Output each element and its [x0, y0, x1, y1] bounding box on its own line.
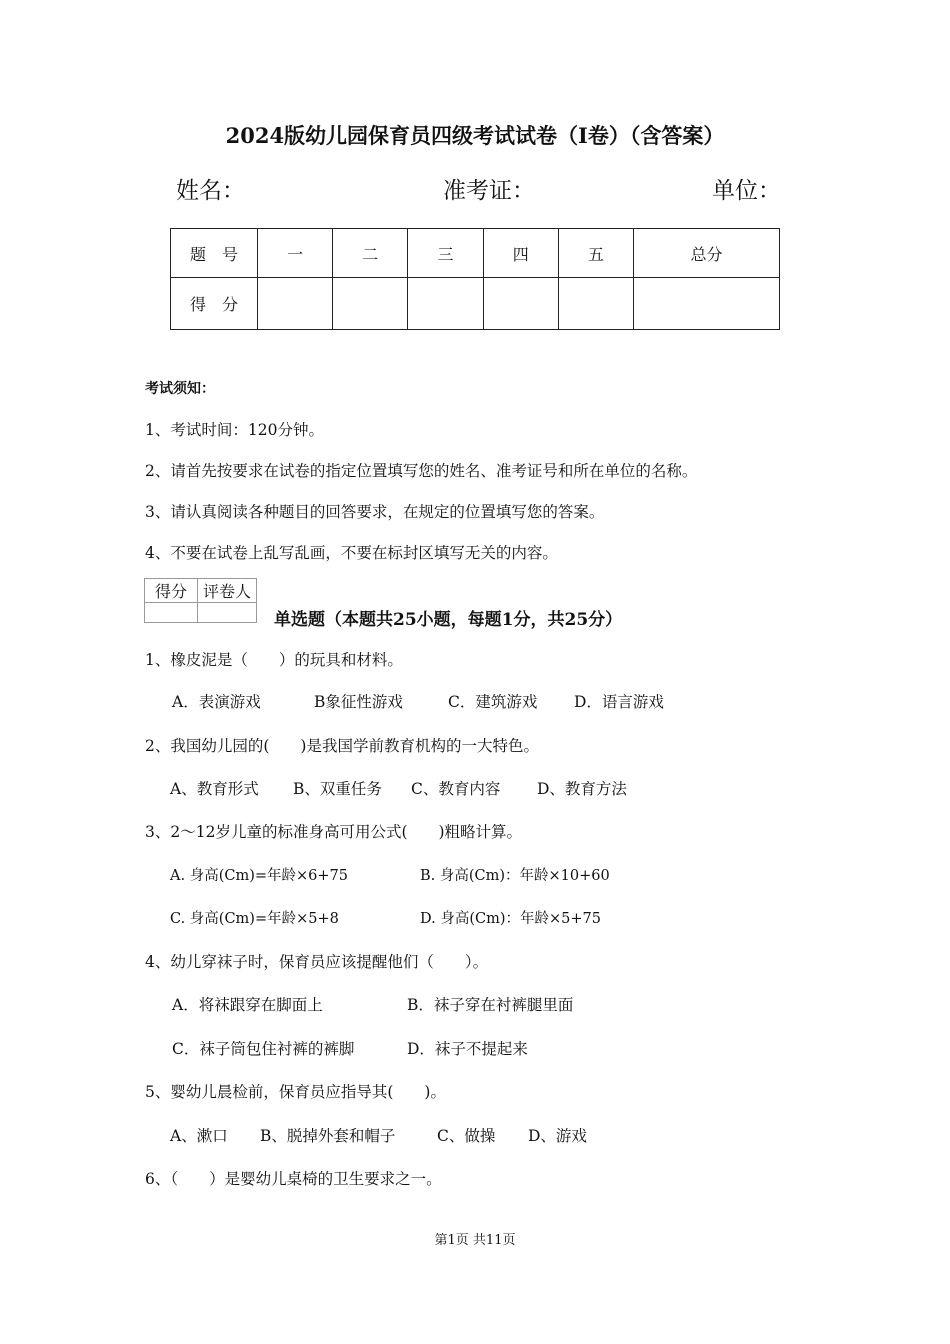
score-cell[interactable] — [634, 278, 780, 330]
question-option: D．语言游戏 — [574, 693, 664, 711]
score-table-score-row — [171, 278, 780, 330]
score-table — [170, 228, 780, 330]
question-option: C．建筑游戏 — [448, 693, 538, 711]
question-option: B、双重任务 — [293, 780, 382, 798]
notice-item: 1、考试时间：120分钟。 — [145, 421, 324, 439]
question-option: A、教育形式 — [170, 780, 259, 798]
question-stem: 2、我国幼儿园的( )是我国学前教育机构的一大特色。 — [145, 737, 539, 755]
score-row-label: 得 分 — [171, 278, 258, 330]
question-option: B、脱掉外套和帽子 — [260, 1127, 396, 1145]
score-header-cell: 二 — [333, 229, 408, 278]
question-stem: 5、婴幼儿晨检前，保育员应指导其( )。 — [145, 1083, 446, 1101]
score-cell[interactable] — [258, 278, 333, 330]
question-option: A、漱口 — [170, 1127, 228, 1145]
notice-heading: 考试须知： — [145, 381, 215, 397]
question-stem: 1、橡皮泥是（ ）的玩具和材料。 — [145, 651, 403, 669]
exam-id-field-label: 准考证： — [443, 178, 535, 204]
score-cell[interactable] — [558, 278, 633, 330]
question-option: D. 身高(Cm)：年龄×5+75 — [420, 911, 601, 927]
score-header-cell: 题 号 — [171, 229, 258, 278]
question-option: C. 身高(Cm)=年龄×5+8 — [170, 911, 339, 927]
question-option: C、教育内容 — [411, 780, 501, 798]
question-option: A. 身高(Cm)=年龄×6+75 — [170, 868, 348, 884]
score-cell[interactable] — [483, 278, 558, 330]
score-header-cell: 总分 — [634, 229, 780, 278]
question-option: B象征性游戏 — [314, 693, 403, 711]
exam-title: 2024版幼儿园保育员四级考试试卷（I卷）（含答案） — [225, 123, 725, 148]
question-stem: 6、（ ）是婴幼儿桌椅的卫生要求之一。 — [145, 1170, 442, 1188]
notice-item: 4、不要在试卷上乱写乱画，不要在标封区填写无关的内容。 — [145, 544, 558, 562]
score-header-cell: 三 — [408, 229, 483, 278]
grader-score-label: 得分 — [145, 579, 198, 603]
question-option: A．将袜跟穿在脚面上 — [172, 996, 323, 1014]
unit-field-label: 单位： — [712, 178, 781, 204]
score-cell[interactable] — [333, 278, 408, 330]
question-option: C、做操 — [437, 1127, 496, 1145]
notice-item: 2、请首先按要求在试卷的指定位置填写您的姓名、准考证号和所在单位的名称。 — [145, 462, 698, 480]
score-header-cell: 四 — [483, 229, 558, 278]
question-option: B．袜子穿在衬裤腿里面 — [407, 996, 574, 1014]
score-cell[interactable] — [408, 278, 483, 330]
name-field-label: 姓名： — [176, 178, 245, 204]
grader-name-label: 评卷人 — [198, 579, 257, 603]
question-option: D、教育方法 — [537, 780, 627, 798]
question-option: C．袜子筒包住衬裤的裤脚 — [172, 1040, 355, 1058]
question-option: B. 身高(Cm)：年龄×10+60 — [420, 868, 610, 884]
grader-box — [144, 578, 257, 623]
score-header-cell: 五 — [558, 229, 633, 278]
question-stem: 4、幼儿穿袜子时，保育员应该提醒他们（ ）。 — [145, 953, 489, 971]
score-header-cell: 一 — [258, 229, 333, 278]
score-table-header-row — [171, 229, 780, 278]
notice-item: 3、请认真阅读各种题目的回答要求，在规定的位置填写您的答案。 — [145, 503, 605, 521]
question-stem: 3、2～12岁儿童的标准身高可用公式( )粗略计算。 — [145, 823, 523, 841]
question-option: A．表演游戏 — [172, 693, 261, 711]
question-option: D、游戏 — [528, 1127, 587, 1145]
question-option: D．袜子不提起来 — [407, 1040, 528, 1058]
grader-score-cell[interactable] — [145, 603, 198, 623]
grader-name-cell[interactable] — [198, 603, 257, 623]
page-footer: 第1页 共11页 — [434, 1233, 516, 1248]
section-title: 单选题（本题共25小题，每题1分，共25分） — [274, 610, 623, 630]
